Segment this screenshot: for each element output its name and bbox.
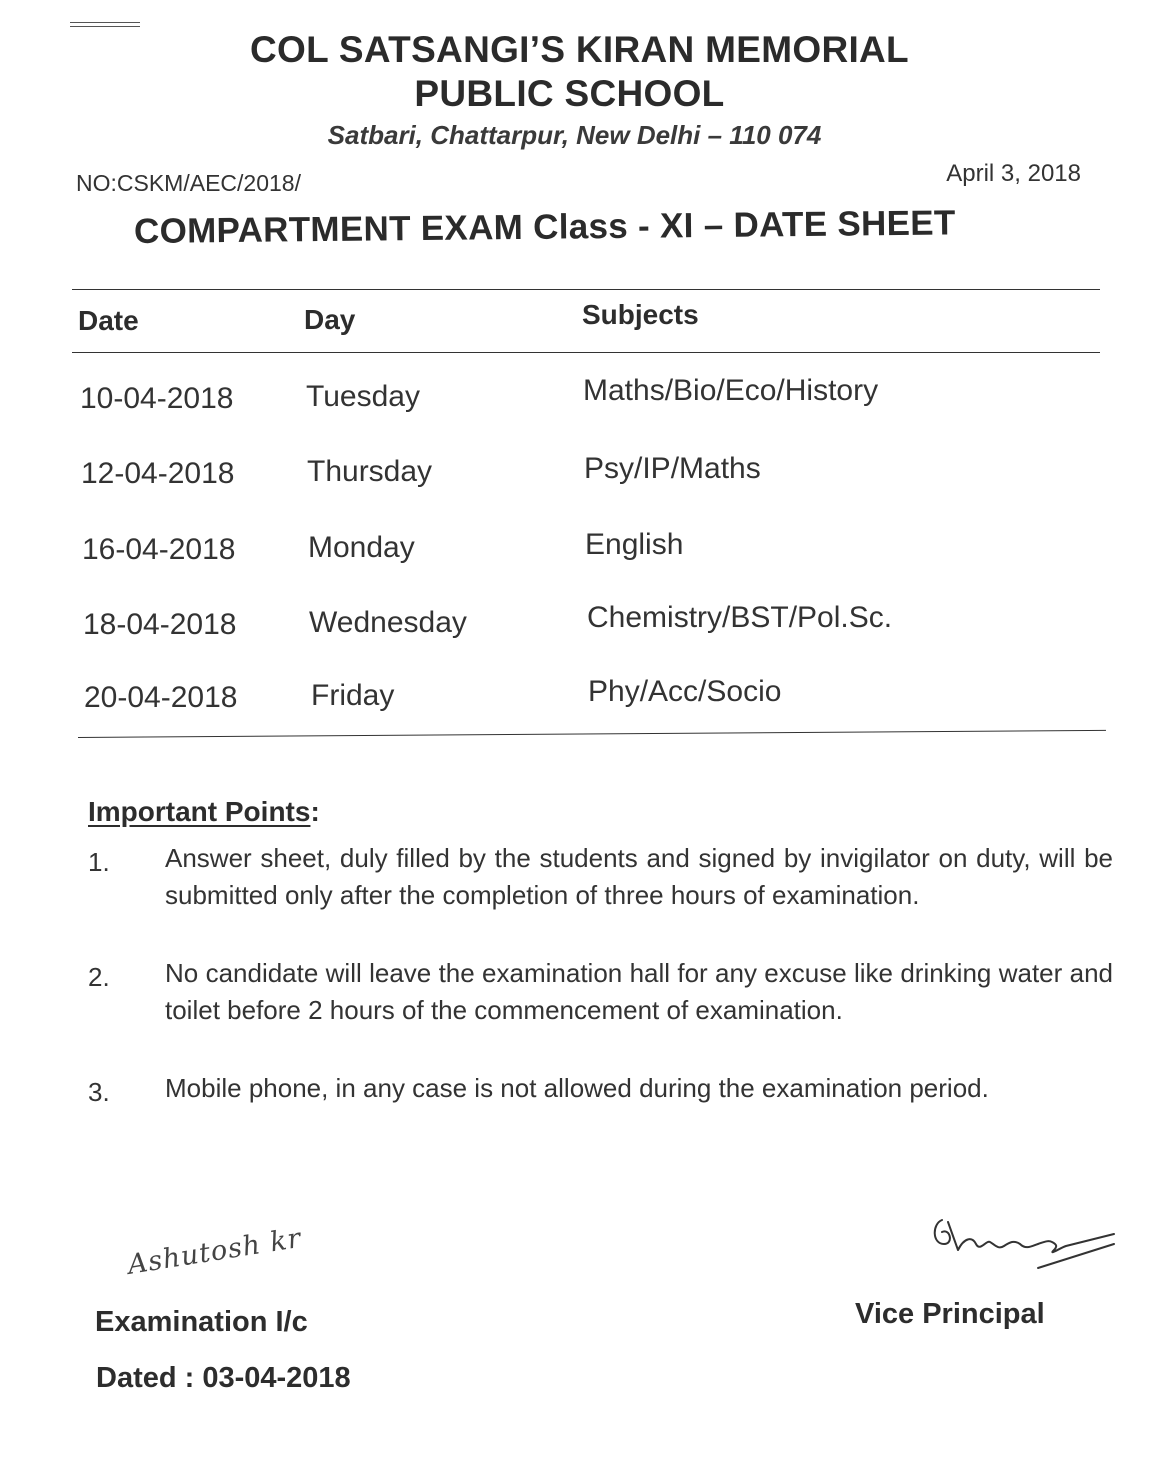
important-point [88, 955, 1113, 1029]
column-header-date: Date [78, 305, 139, 336]
school-address: Satbari, Chattarpur, New Delhi – 110 074 [327, 120, 822, 150]
point-number: 1. [88, 847, 110, 877]
school-name-line2: PUBLIC SCHOOL [414, 73, 725, 114]
letterhead [0, 28, 1159, 151]
table-cell-date: 16-04-2018 [82, 533, 236, 566]
point-text: No candidate will leave the examination hall for any excuse like drinking water and toilet before 2 hours of the commencement of examination. [165, 958, 1113, 1025]
examination-incharge-signature: Ashutosh kr [125, 1222, 304, 1281]
table-bottom-rule [78, 730, 1106, 738]
point-text: Mobile phone, in any case is not allowed during the examination period. [165, 1073, 989, 1103]
dated-line: Dated : 03-04-2018 [96, 1362, 351, 1394]
reference-number: NO:CSKM/AEC/2018/ [76, 170, 301, 196]
point-number: 3. [88, 1077, 110, 1107]
table-cell-date: 18-04-2018 [83, 608, 237, 641]
scan-mark [70, 22, 140, 27]
table-cell-day: Tuesday [306, 380, 420, 413]
column-header-day: Day [304, 304, 356, 335]
vice-principal-signature [928, 1210, 1118, 1290]
table-cell-subjects: Psy/IP/Maths [584, 452, 761, 485]
table-cell-date: 20-04-2018 [84, 681, 238, 714]
table-cell-subjects: Chemistry/BST/Pol.Sc. [587, 601, 893, 634]
table-cell-subjects: English [585, 528, 684, 561]
examination-incharge-label: Examination I/c [95, 1306, 308, 1338]
table-cell-date: 12-04-2018 [81, 457, 235, 490]
point-text: Answer sheet, duly filled by the students and signed by invigilator on duty, will be submitted only after the completion of three hours of examination. [165, 843, 1113, 910]
table-cell-day: Thursday [307, 455, 433, 488]
school-name-line1: COL SATSANGI’S KIRAN MEMORIAL [250, 29, 909, 70]
table-top-rule [72, 289, 1100, 290]
important-points-title: Important Points [88, 796, 311, 827]
letter-date: April 3, 2018 [946, 160, 1081, 187]
important-point [88, 840, 1113, 914]
table-cell-subjects: Phy/Acc/Socio [588, 675, 782, 708]
table-cell-day: Monday [308, 531, 415, 564]
important-point [88, 1070, 1113, 1107]
table-cell-date: 10-04-2018 [80, 382, 234, 415]
table-header-rule [72, 352, 1100, 353]
important-points-heading [88, 796, 320, 828]
important-points-colon: : [310, 796, 320, 827]
point-number: 2. [88, 962, 110, 992]
column-header-subjects: Subjects [582, 299, 699, 330]
table-cell-subjects: Maths/Bio/Eco/History [583, 374, 879, 407]
vice-principal-label: Vice Principal [855, 1298, 1045, 1330]
table-cell-day: Wednesday [309, 606, 467, 639]
table-cell-day: Friday [311, 679, 395, 712]
document-title: COMPARTMENT EXAM Class - XI – DATE SHEET [133, 203, 956, 251]
